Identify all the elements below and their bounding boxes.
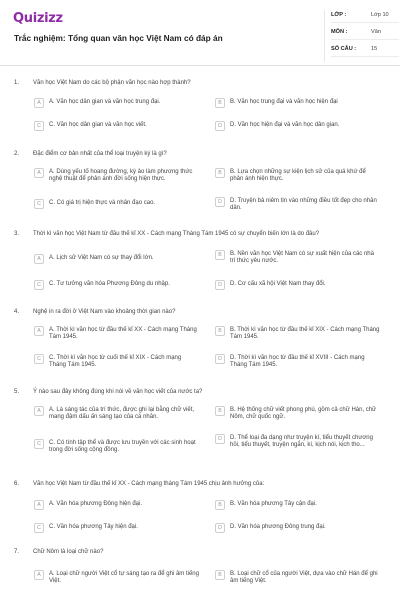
option-text: B. Lựa chọn những sự kiện lịch sử của quá khứ để phản ánh hiện thực. [230,169,366,183]
option-letter-box: B [215,500,225,510]
meta-value: 15 [371,46,378,52]
option-text: A. Dùng yếu tố hoang đường, kỳ ảo làm phương thức nghệ thuật để phản ánh đời sống hiện thực. [49,169,193,183]
option-letter-box: A [34,500,44,510]
question-text: Đặc điểm cơ bản nhất của thể loại truyện ký là gì? [33,151,167,157]
option-text: C. Văn học dân gian và văn học viết. [49,122,147,128]
option-letter-box: B [215,326,225,336]
question-number: 1. [14,80,20,86]
option-text: A. Văn học dân gian và văn học trung đại. [49,99,161,105]
question-text: Văn học Việt Nam từ đầu thế kỉ XX - Cách mạng tháng Tám 1945 chịu ảnh hưởng của: [33,481,265,487]
meta-row-subject [331,27,399,40]
quizizz-logo: Quizizz [13,11,63,26]
option-text: C. Văn hóa phương Tây hiện đại. [49,524,138,530]
option-letter-box: A [34,326,44,336]
question-text: Thời kì văn học Việt Nam từ đầu thế kỉ XX - Cách mạng Tháng Tám 1945 có sự chuyển biến lớn là do đâu? [33,231,320,237]
meta-info [324,10,400,62]
option-letter-box: D [215,523,225,533]
option-text: B. Hệ thống chữ viết phong phú, gồm cả chữ Hán, chữ Nôm, chữ quốc ngữ. [230,407,377,421]
option-letter-box: A [34,570,44,580]
worksheet-header [0,0,400,66]
divider [331,39,399,40]
meta-label: MÔN : [331,29,348,35]
option-text: C. Thời kì văn học từ cuối thế kỉ XIX - Cách mạng Tháng Tám 1945. [49,355,182,369]
option-letter-box: C [34,199,44,209]
question-number: 2. [14,151,20,157]
option-letter-box: B [215,250,225,260]
option-letter-box: D [215,434,225,444]
option-text: C. Tư tưởng văn hóa Phương Đông du nhập. [49,281,170,287]
option-letter-box: B [215,98,225,108]
option-letter-box: B [215,570,225,580]
option-text: B. Thời kì văn học từ đầu thế kỉ XIX - Cách mạng Tháng Tám 1945. [230,327,380,341]
option-text: A. Lịch sử Việt Nam có sự thay đổi lớn. [49,255,154,261]
meta-row-grade [331,10,399,23]
option-text: B. Loại chữ cổ của người Việt, dựa vào chữ Hán để ghi âm tiếng Việt. [230,571,378,585]
option-text: A. Loại chữ người Việt cổ tự sáng tạo ra để ghi âm tiếng Việt. [49,571,199,585]
meta-value: Văn [371,29,381,35]
option-letter-box: D [215,280,225,290]
option-letter-box: B [215,168,225,178]
option-text: B. Nền văn học Việt Nam có sự xuất hiện của các nhà trí thức yêu nước. [230,251,374,265]
question-number: 6. [14,481,20,487]
option-text: B. Văn học trung đại và văn học hiện đại [230,99,338,105]
option-text: B. Văn hóa phương Tây cận đại. [230,501,317,507]
page-title: Trắc nghiệm: Tổng quan văn học Việt Nam có đáp án [14,33,223,43]
question-text: Chữ Nôm là loại chữ nào? [33,549,104,555]
question-number: 4. [14,309,20,315]
meta-value: Lớp 10 [371,12,389,18]
question-number: 7. [14,549,20,555]
option-letter-box: A [34,98,44,108]
option-text: D. Thời kì văn học từ đầu thế kỉ XVIII - Cách mạng Tháng Tám 1945. [230,355,365,369]
meta-label: SỐ CÂU : [331,46,357,52]
option-letter-box: D [215,121,225,131]
option-text: C. Có giá trị hiện thực và nhân đạo cao. [49,200,156,206]
question-number: 3. [14,231,20,237]
option-text: D. Văn học hiện đại và văn học dân gian. [230,122,340,128]
question-text: Ý nào sau đây không đúng khi nói về văn học viết của nước ta? [33,389,203,395]
option-letter-box: B [215,406,225,416]
option-text: A. Văn hóa phương Đông hiện đại. [49,501,143,507]
option-letter-box: C [34,523,44,533]
question-text: Nghệ in ra đời ở Việt Nam vào khoảng thời gian nào? [33,309,176,315]
option-text: D. Truyện bả niêm tin vào những điều tốt đẹp cho nhân dân. [230,198,377,212]
option-text: D. Văn hóa phương Đông trung đại. [230,524,326,530]
option-letter-box: C [34,354,44,364]
divider [331,56,399,57]
option-text: A. Là sáng tác của trí thức, được ghi lại bằng chữ viết, mang đậm dấu ấn sáng tạo của cá nhân. [49,407,195,421]
option-text: D. Cơ cấu xã hội Việt Nam thay đổi. [230,281,326,287]
option-letter-box: A [34,254,44,264]
option-letter-box: C [34,121,44,131]
option-letter-box: D [215,197,225,207]
option-text: A. Thời kì văn học từ đầu thế kỉ XX - Cách mạng Tháng Tám 1945. [49,327,197,341]
meta-label: LỚP : [331,12,347,18]
divider [331,22,399,23]
option-letter-box: A [34,406,44,416]
option-text: C. Có tính tập thể và được lưu truyền với các sinh hoạt trong đời sống cộng đồng. [49,440,196,454]
option-letter-box: D [215,354,225,364]
question-text: Văn học Việt Nam do các bộ phận văn học nào hợp thành? [33,80,191,86]
option-letter-box: C [34,439,44,449]
option-text: D. Thể loại đa dạng như truyện kí, tiểu thuyết chương hồi, tiểu thuyết, truyện ngắn, kí, kịch nói, kịch tho... [230,435,373,449]
option-letter-box: A [34,168,44,178]
question-number: 5. [14,389,20,395]
option-letter-box: C [34,280,44,290]
meta-row-count [331,44,399,57]
